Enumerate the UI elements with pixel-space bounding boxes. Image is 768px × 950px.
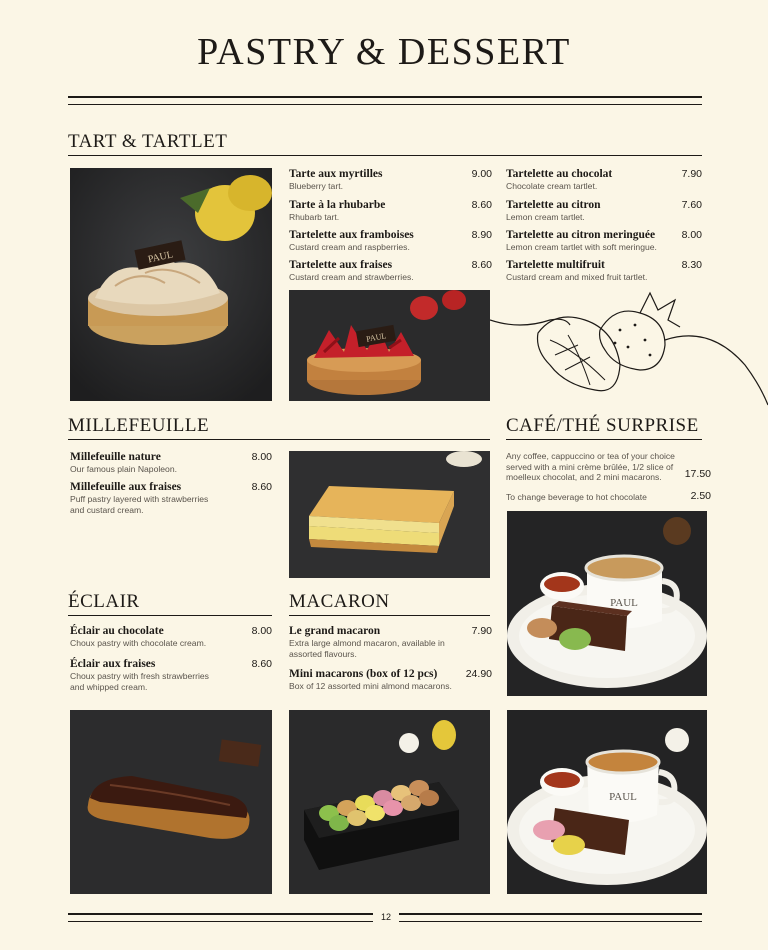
menu-item bbox=[70, 451, 250, 475]
item-desc: Custard cream and strawberries. bbox=[289, 272, 414, 282]
cafe-desc: Any coffee, cappuccino or tea of your choice served with a mini crème brûlée, 1/2 slice of moelleux chocolat, and 2 mini macarons. bbox=[506, 451, 675, 482]
section-rule-cafe bbox=[506, 439, 702, 440]
item-price: 9.00 bbox=[471, 168, 492, 180]
section-heading-tart: TART & TARTLET bbox=[68, 131, 228, 152]
section-heading-millefeuille: MILLEFEUILLE bbox=[68, 415, 210, 436]
item-price: 8.60 bbox=[471, 259, 492, 271]
item-price: 8.60 bbox=[251, 481, 272, 493]
item-price: 7.90 bbox=[681, 168, 702, 180]
item-price: 7.90 bbox=[471, 625, 492, 637]
item-desc: Custard cream and mixed fruit tartlet. bbox=[506, 272, 648, 282]
item-price: 8.60 bbox=[471, 199, 492, 211]
footer-rule-left bbox=[68, 913, 373, 922]
item-price: 8.00 bbox=[681, 229, 702, 241]
item-name: Tarte aux myrtilles bbox=[289, 168, 383, 180]
photo-lemon-meringue-tart bbox=[70, 168, 272, 401]
section-heading-eclair: ÉCLAIR bbox=[68, 591, 140, 612]
item-desc: Puff pastry layered with strawberries and custard cream. bbox=[70, 494, 209, 515]
item-name: Tartelette aux fraises bbox=[289, 259, 393, 271]
section-rule-macaron bbox=[289, 615, 490, 616]
item-desc: Extra large almond macaron, available in assorted flavours. bbox=[289, 638, 445, 659]
menu-item bbox=[289, 199, 449, 223]
item-name: Millefeuille nature bbox=[70, 451, 161, 463]
svg-text:PAUL: PAUL bbox=[610, 597, 638, 609]
menu-item bbox=[506, 168, 676, 192]
menu-item bbox=[70, 481, 220, 515]
photo-strawberry-tartlet bbox=[289, 290, 490, 401]
cafe-extra-price: 2.50 bbox=[690, 490, 711, 502]
item-desc: Our famous plain Napoleon. bbox=[70, 464, 178, 474]
item-name: Éclair aux fraises bbox=[70, 658, 156, 670]
item-desc: Box of 12 assorted mini almond macarons. bbox=[289, 681, 452, 691]
item-price: 8.60 bbox=[251, 658, 272, 670]
menu-item bbox=[506, 229, 676, 253]
section-rule-tart bbox=[68, 155, 702, 156]
item-price: 8.90 bbox=[471, 229, 492, 241]
item-price: 8.00 bbox=[251, 625, 272, 637]
item-desc: Chocolate cream tartlet. bbox=[506, 181, 598, 191]
cafe-price: 17.50 bbox=[684, 468, 711, 480]
item-price: 7.60 bbox=[681, 199, 702, 211]
menu-item bbox=[70, 625, 250, 649]
section-rule-millefeuille bbox=[68, 439, 490, 440]
item-price: 8.30 bbox=[681, 259, 702, 271]
cafe-extra-desc: To change beverage to hot chocolate bbox=[506, 492, 647, 502]
item-name: Tartelette multifruit bbox=[506, 259, 605, 271]
item-price: 24.90 bbox=[465, 668, 492, 680]
item-desc: Lemon cream tartlet with soft meringue. bbox=[506, 242, 657, 252]
footer-rule-right bbox=[399, 913, 702, 922]
menu-item bbox=[289, 168, 449, 192]
menu-item bbox=[289, 625, 454, 659]
section-heading-cafe: CAFÉ/THÉ SURPRISE bbox=[506, 415, 699, 436]
menu-item bbox=[289, 668, 459, 692]
item-desc: Choux pastry with fresh strawberries and whipped cream. bbox=[70, 671, 209, 692]
page-title: PASTRY & DESSERT bbox=[197, 31, 571, 73]
photo-chocolate-eclair bbox=[70, 710, 272, 894]
item-price: 8.00 bbox=[251, 451, 272, 463]
item-name: Millefeuille aux fraises bbox=[70, 481, 182, 493]
item-name: Le grand macaron bbox=[289, 625, 381, 637]
strawberry-doodle-illustration bbox=[490, 285, 768, 410]
item-name: Mini macarons (box of 12 pcs) bbox=[289, 668, 438, 680]
menu-item bbox=[289, 259, 459, 283]
section-rule-eclair bbox=[68, 615, 272, 616]
item-name: Tartelette aux framboises bbox=[289, 229, 414, 241]
photo-tea-set bbox=[507, 710, 707, 894]
svg-text:PAUL: PAUL bbox=[147, 249, 174, 266]
item-desc: Lemon cream tartlet. bbox=[506, 212, 585, 222]
item-desc: Rhubarb tart. bbox=[289, 212, 340, 222]
photo-coffee-set bbox=[507, 511, 707, 696]
item-desc: Custard cream and raspberries. bbox=[289, 242, 410, 252]
menu-item bbox=[289, 229, 459, 253]
photo-macaron-box bbox=[289, 710, 490, 894]
item-name: Tarte à la rhubarbe bbox=[289, 199, 386, 211]
item-name: Éclair au chocolate bbox=[70, 625, 164, 637]
svg-text:PAUL: PAUL bbox=[609, 791, 637, 803]
menu-item bbox=[506, 199, 676, 223]
item-desc: Blueberry tart. bbox=[289, 181, 343, 191]
title-divider bbox=[68, 96, 702, 105]
item-name: Tartelette au chocolat bbox=[506, 168, 613, 180]
menu-item bbox=[70, 658, 220, 692]
section-heading-macaron: MACARON bbox=[289, 591, 390, 612]
page-number: 12 bbox=[380, 912, 391, 922]
item-desc: Choux pastry with chocolate cream. bbox=[70, 638, 207, 648]
menu-item bbox=[506, 259, 676, 283]
svg-text:PAUL: PAUL bbox=[365, 331, 387, 344]
photo-millefeuille bbox=[289, 451, 490, 578]
item-name: Tartelette au citron bbox=[506, 199, 601, 211]
item-name: Tartelette au citron meringuée bbox=[506, 229, 656, 241]
